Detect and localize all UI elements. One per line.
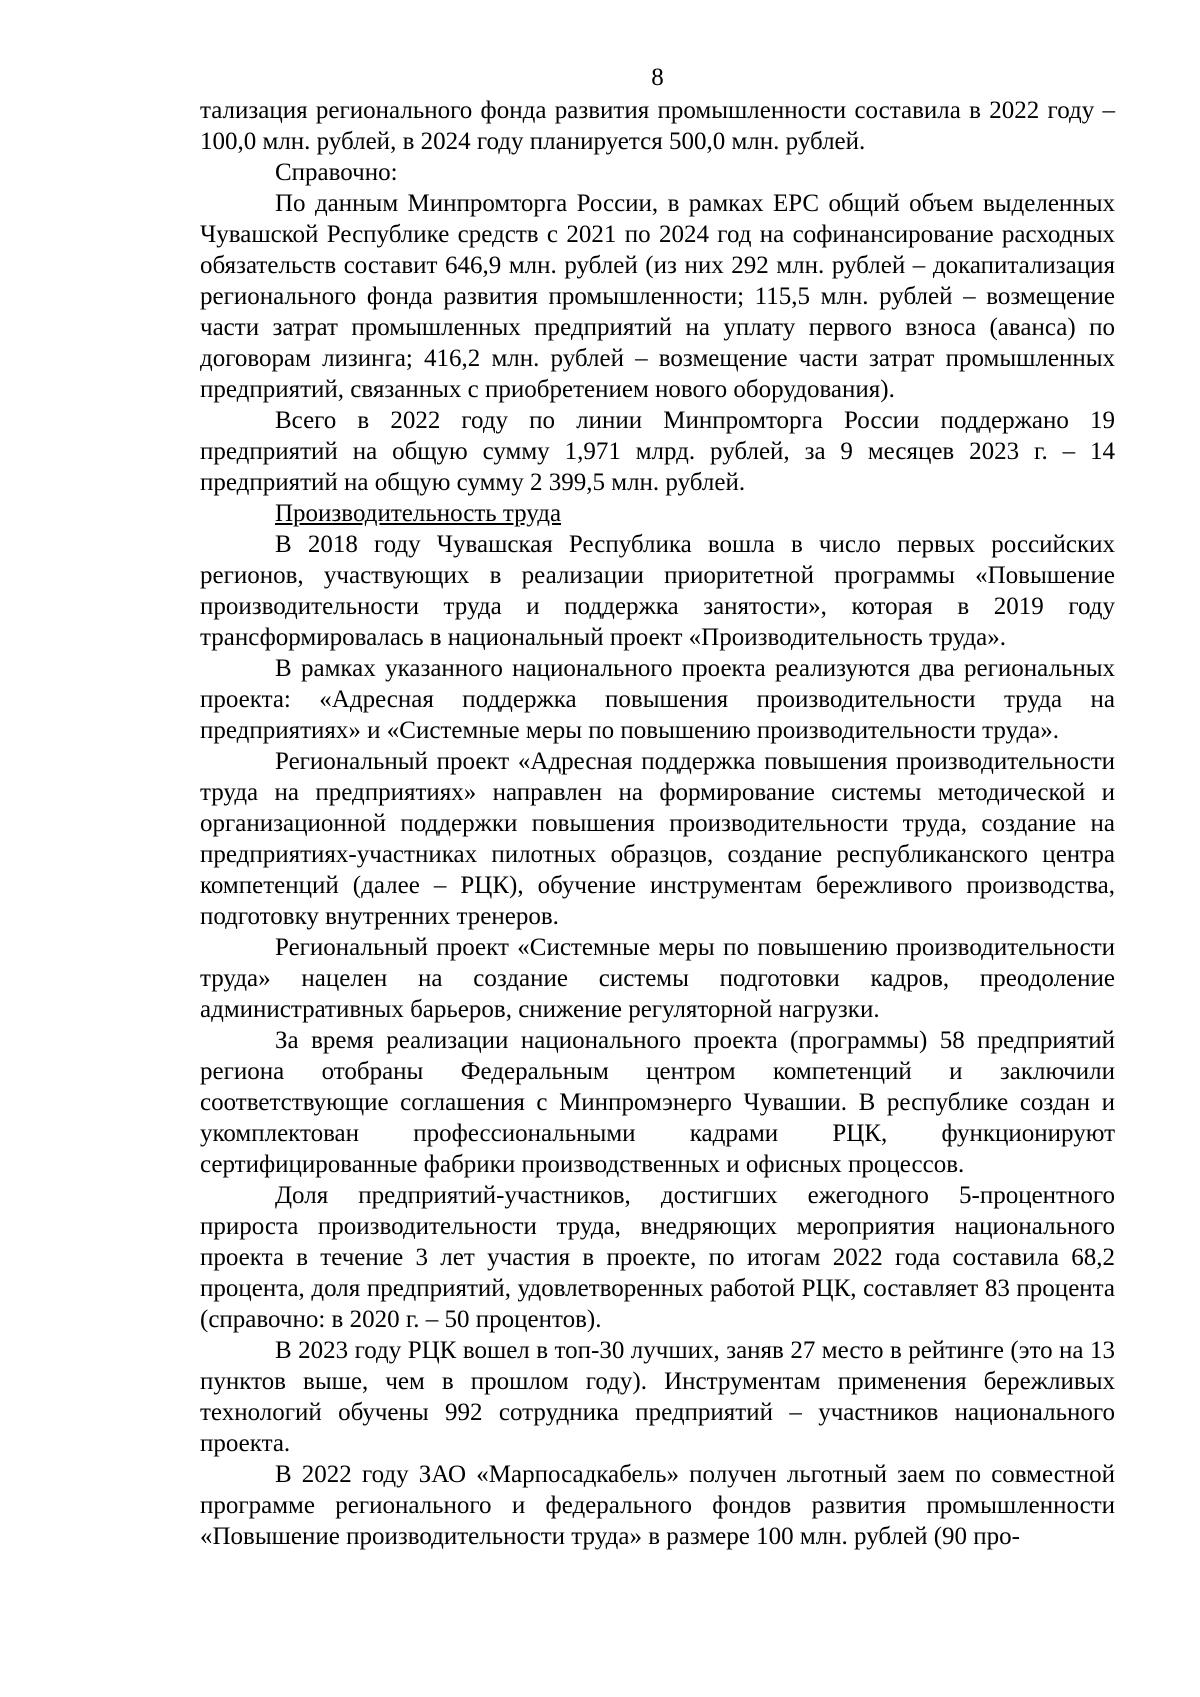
paragraph-system-measures: Региональный проект «Системные меры по повышению производительности труда» нацелен на создание системы подготовки кадров, преодоление административных барьеров, снижение регуляторной нагрузки.	[200, 934, 1115, 1023]
paragraph-marposadkabel-loan: В 2022 году ЗАО «Марпосадкабель» получен льготный заем по совместной программе регионального и федерального фондов развития промышленности «Повышение производительности труда» в размере 100 млн. рублей (90 про-	[200, 1461, 1115, 1550]
page-number: 8	[651, 64, 664, 91]
paragraph-rck-top30: В 2023 году РЦК вошел в топ-30 лучших, заняв 27 место в рейтинге (это на 13 пунктов выше, чем в прошлом году). Инструментам применения бережливых технологий обучены 992 сотрудника предприятий – участников национального проекта.	[200, 1337, 1115, 1457]
paragraph-58-enterprises: За время реализации национального проекта (программы) 58 предприятий региона отобраны Федеральным центром компетенций и заключили соответствующие соглашения с Минпромэнерго Чувашии. В республике создан и укомплектован профессиональными кадрами РЦК, функционируют сертифицированные фабрики производственных и офисных процессов.	[200, 1027, 1115, 1178]
paragraph-continuation: тализация регионального фонда развития промышленности составила в 2022 году – 100,0 млн. рублей, в 2024 году планируется 500,0 млн. рублей.	[200, 97, 1115, 155]
paragraph-program-2018: В 2018 году Чувашская Республика вошла в число первых российских регионов, участвующих в реализации приоритетной программы «Повышение производительности труда и поддержка занятости», которая в 2019 году трансформировалась в национальный проект «Производительность труда».	[200, 531, 1115, 651]
paragraph-reference-label: Справочно:	[275, 159, 398, 186]
paragraph-two-projects: В рамках указанного национального проекта реализуются два региональных проекта: «Адресная поддержка повышения производительности труда на предприятиях» и «Системные меры по повышению производительности труда».	[200, 655, 1115, 744]
section-heading-labor-productivity: Производительность труда	[275, 500, 562, 527]
paragraph-support-2022: Всего в 2022 году по линии Минпромторга России поддержано 19 предприятий на общую сумму 1,971 млрд. рублей, за 9 месяцев 2023 г. – 14 предприятий на общую сумму 2 399,5 млн. рублей.	[200, 407, 1115, 496]
paragraph-minpromtorg-funding: По данным Минпромторга России, в рамках ЕРС общий объем выделенных Чувашской Республике средств с 2021 по 2024 год на софинансирование расходных обязательств составит 646,9 млн. рублей (из них 292 млн. рублей – докапитализация регионального фонда развития промышленности; 115,5 млн. рублей – возмещение части затрат промышленных предприятий на уплату первого взноса (аванса) по договорам лизинга; 416,2 млн. рублей – возмещение части затрат промышленных предприятий, связанных с приобретением нового оборудования).	[200, 190, 1115, 403]
paragraph-share-participants: Доля предприятий-участников, достигших ежегодного 5-процентного прироста производительности труда, внедряющих мероприятия национального проекта в течение 3 лет участия в проекте, по итогам 2022 года составила 68,2 процента, доля предприятий, удовлетворенных работой РЦК, составляет 83 процента (справочно: в 2020 г. – 50 процентов).	[200, 1182, 1115, 1333]
paragraph-address-support: Региональный проект «Адресная поддержка повышения производительности труда на предприятиях» направлен на формирование системы методической и организационной поддержки повышения производительности труда, создание на предприятиях-участниках пилотных образцов, создание республиканского центра компетенций (далее – РЦК), обучение инструментам бережливого производства, подготовку внутренних тренеров.	[200, 748, 1115, 930]
